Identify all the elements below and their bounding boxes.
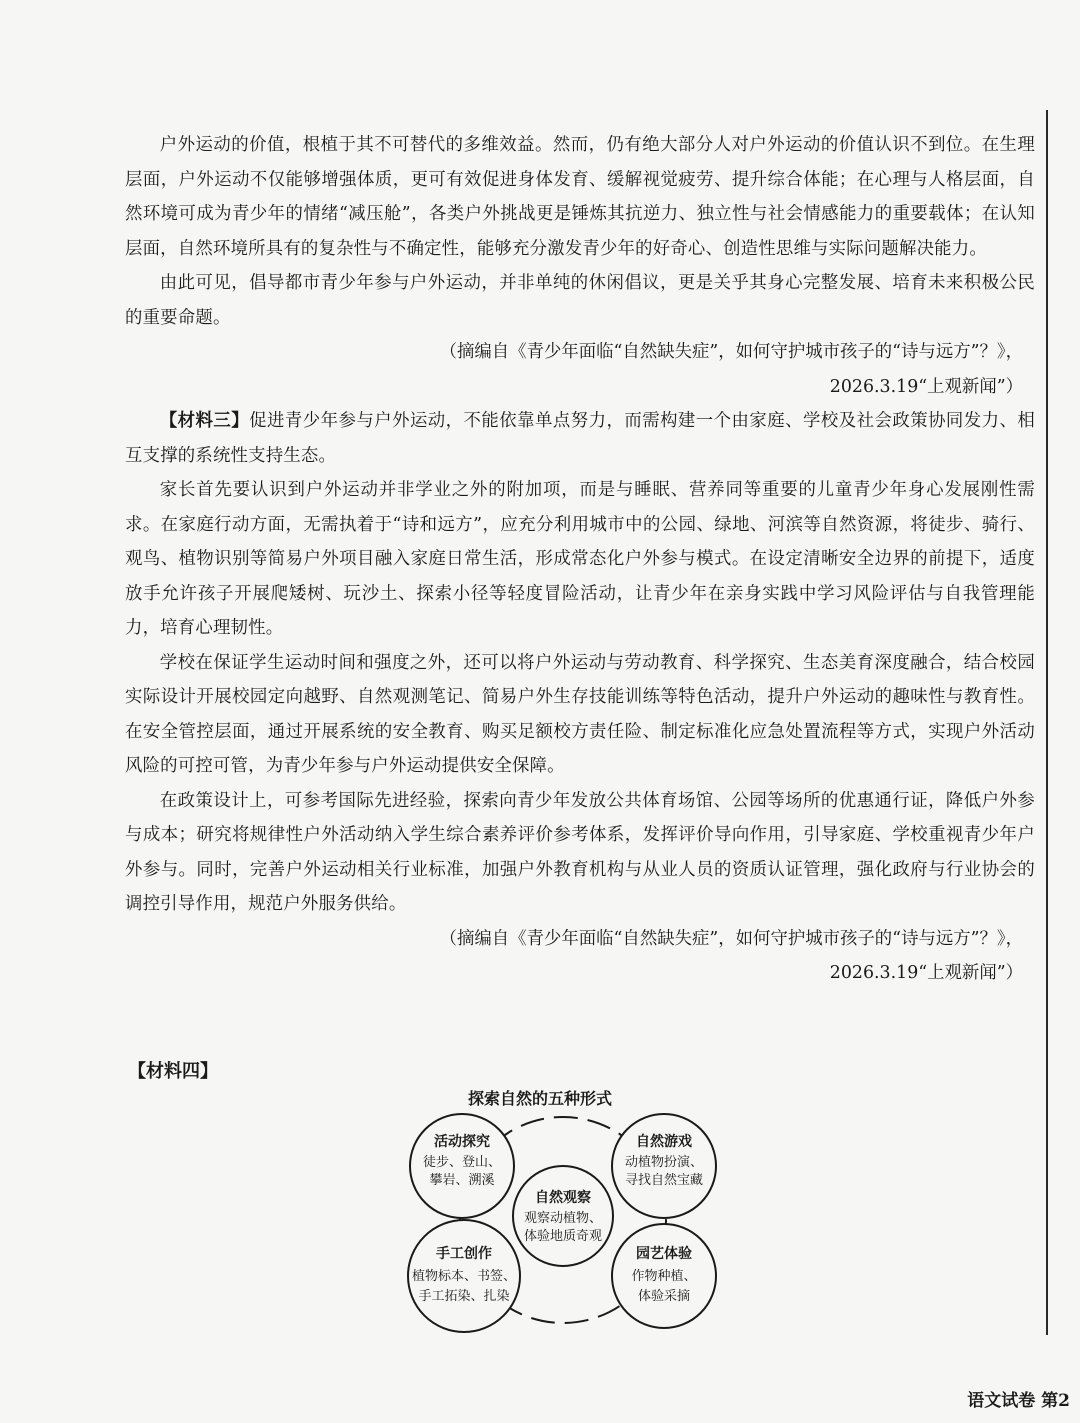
right-margin-rule — [1046, 110, 1048, 1335]
material4-label: 【材料四】 — [128, 1061, 218, 1082]
node-bottom-right-line2: 体验采摘 — [637, 1289, 691, 1304]
node-center-title: 自然观察 — [535, 1190, 591, 1206]
five-forms-diagram — [398, 1108, 728, 1333]
node-top-left-line1: 徒步、登山、 — [422, 1155, 502, 1170]
source-citation-2-line1: （摘编自《青少年面临“自然缺失症”，如何守护城市孩子的“诗与远方”？》， — [439, 928, 1023, 949]
node-bottom-left-line2: 手工拓染、扎染 — [418, 1289, 510, 1304]
material3-label: 【材料三】 — [159, 411, 250, 431]
paragraph-policy: 在政策设计上，可参考国际先进经验，探索向青少年发放公共体育场馆、公园等场所的优惠通行证，降低户外参与成本；研究将规律性户外活动纳入学生综合素养评价参考体系，发挥评价导向作用，引导家庭、学校重视青少年户外参与。同时，完善户外运动相关行业标准，加强户外教育机构与从业人员的资质认证管理，强化政府与行业协会的调控引导作用，规范户外服务供给。 — [125, 790, 1035, 914]
node-top-left-line2: 攀岩、溯溪 — [429, 1173, 495, 1188]
node-top-right-title: 自然游戏 — [636, 1134, 692, 1150]
node-top-right-line1: 动植物扮演、 — [624, 1155, 704, 1170]
node-bottom-left-line1: 植物标本、书签、 — [411, 1269, 517, 1284]
paragraph-conclusion: 由此可见，倡导都市青少年参与户外运动，并非单纯的休闲倡议，更是关乎其身心完整发展、培育未来积极公民的重要命题。 — [125, 273, 1035, 328]
material3-intro — [125, 404, 1035, 473]
node-center-line2: 体验地质奇观 — [523, 1229, 603, 1244]
diagram-title: 探索自然的五种形式 — [467, 1089, 612, 1108]
paragraph-schools: 学校在保证学生运动时间和强度之外，还可以将户外运动与劳动教育、科学探究、生态美育深度融合，结合校园实际设计开展校园定向越野、自然观测笔记、简易户外生存技能训练等特色活动，提升户外运动的趣味性与教育性。在安全管控层面，通过开展系统的安全教育、购买足额校方责任险、制定标准化应急处置流程等方式，实现户外活动风险的可控可管，为青少年参与户外运动提供安全保障。 — [125, 652, 1035, 776]
paragraph-outdoor-value: 户外运动的价值，根植于其不可替代的多维效益。然而，仍有绝大部分人对户外运动的价值认识不到位。在生理层面，户外运动不仅能够增强体质，更可有效促进身体发育、缓解视觉疲劳、提升综合体能；在心理与人格层面，自然环境可成为青少年的情绪“减压舱”，各类户外挑战更是锤炼其抗逆力、独立性与社会情感能力的重要载体；在认知层面，自然环境所具有的复杂性与不确定性，能够充分激发青少年的好奇心、创造性思维与实际问题解决能力。 — [125, 135, 1035, 259]
page-footer: 语文试卷 第2 — [967, 1391, 1070, 1411]
node-bottom-left-title: 手工创作 — [436, 1246, 492, 1262]
source-citation-1-line1: （摘编自《青少年面临“自然缺失症”，如何守护城市孩子的“诗与远方”？》， — [439, 342, 1023, 362]
node-top-right-line2: 寻找自然宝藏 — [624, 1173, 704, 1188]
paragraph-parents: 家长首先要认识到户外运动并非学业之外的附加项，而是与睡眠、营养同等重要的儿童青少年身心发展刚性需求。在家庭行动方面，无需执着于“诗和远方”，应充分利用城市中的公园、绿地、河滨等自然资源，将徒步、骑行、观鸟、植物识别等简易户外项目融入家庭日常生活，形成常态化户外参与模式。在设定清晰安全边界的前提下，适度放手允许孩子开展爬矮树、玩沙土、探索小径等轻度冒险活动，让青少年在亲身实践中学习风险评估与自我管理能力，培育心理韧性。 — [125, 480, 1035, 638]
node-top-left-title: 活动探究 — [434, 1134, 490, 1150]
node-center-line1: 观察动植物、 — [523, 1211, 603, 1226]
source-citation-2-line2: 2026.3.19“上观新闻”） — [829, 963, 1023, 983]
node-bottom-right-line1: 作物种植、 — [631, 1269, 697, 1284]
document-body — [125, 128, 1035, 991]
node-bottom-right-title: 园艺体验 — [636, 1246, 692, 1262]
source-citation-1-line2: 2026.3.19“上观新闻”） — [829, 376, 1023, 397]
material3-intro-text: 促进青少年参与户外运动，不能依靠单点努力，而需构建一个由家庭、学校及社会政策协同发力、相互支撑的系统性支持生态。 — [125, 411, 1035, 466]
